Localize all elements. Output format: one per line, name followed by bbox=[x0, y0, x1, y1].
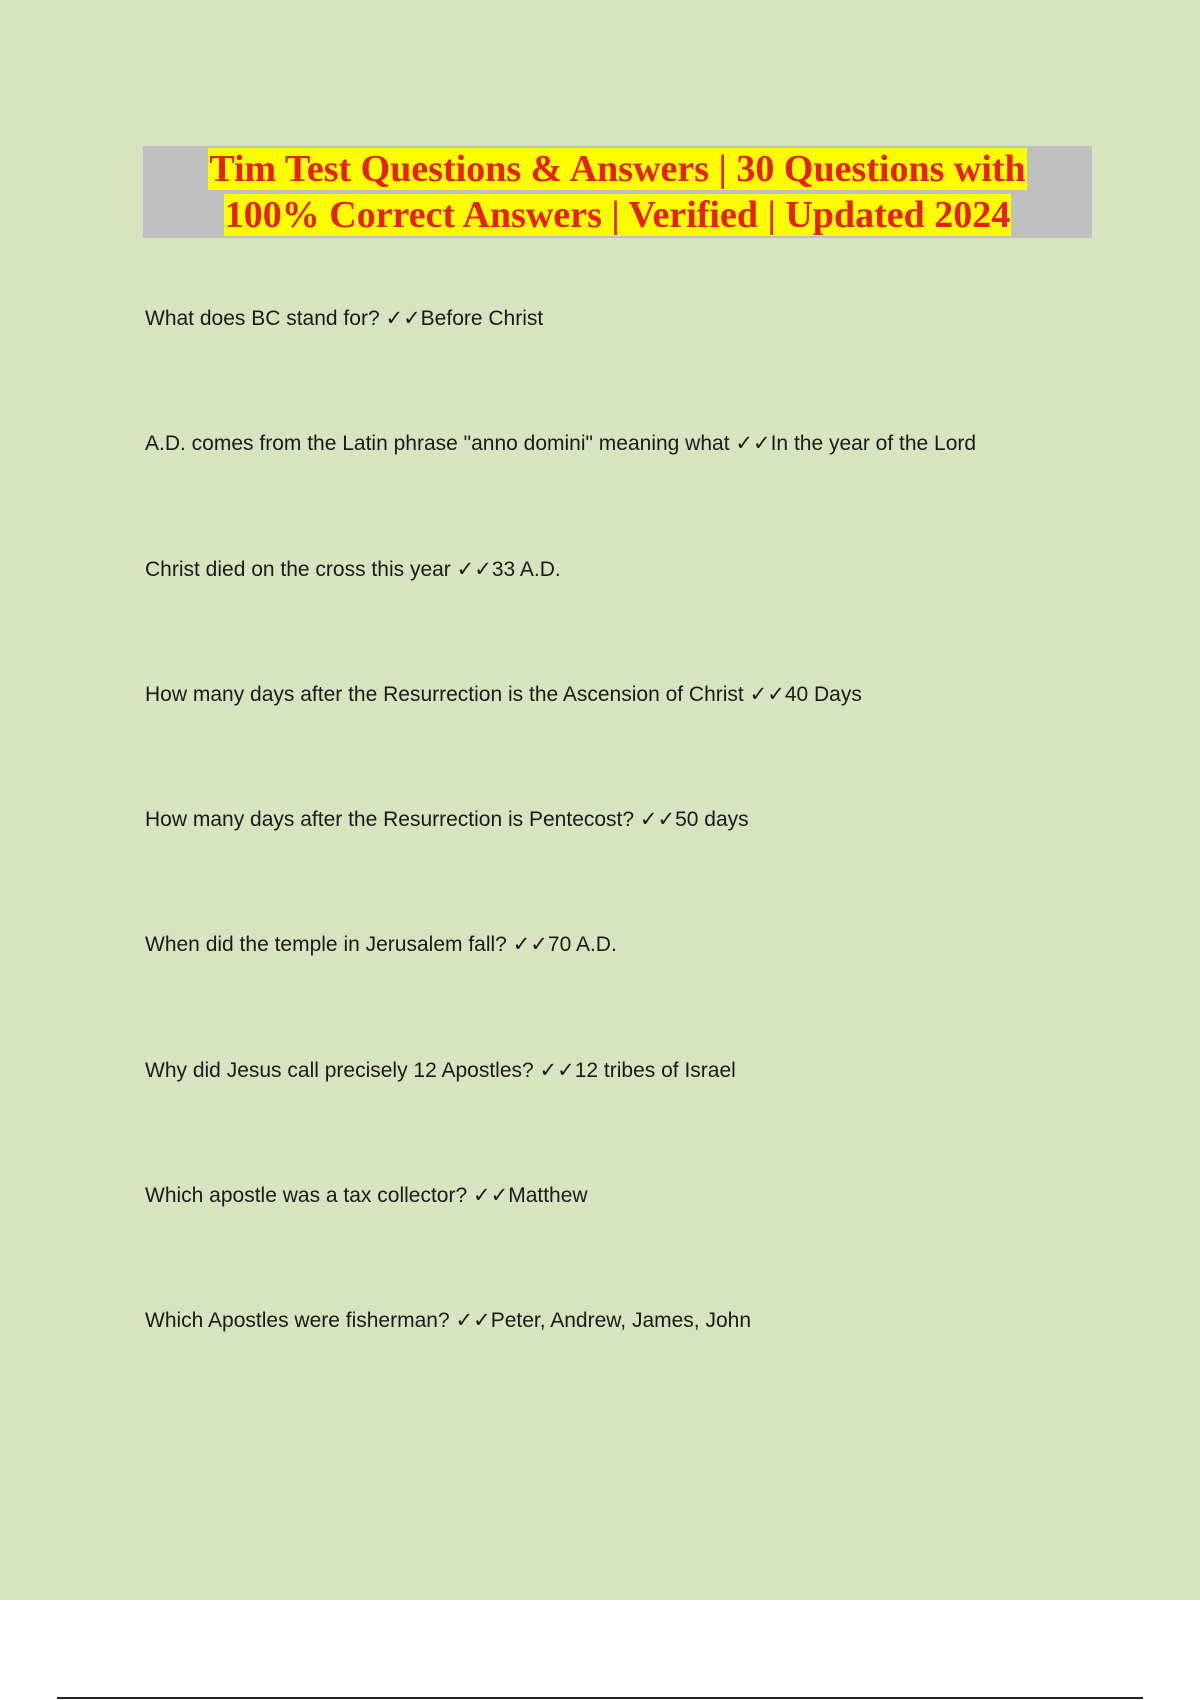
double-check-icon: ✓✓ bbox=[639, 807, 676, 832]
answer-text: Matthew bbox=[508, 1184, 588, 1208]
qa-item bbox=[145, 1180, 1105, 1305]
question-text: How many days after the Resurrection is Pentecost? bbox=[145, 808, 635, 832]
question-text: Which Apostles were fisherman? bbox=[145, 1309, 450, 1333]
question-text: How many days after the Resurrection is the Ascension of Christ bbox=[145, 682, 744, 706]
document-title bbox=[143, 146, 1092, 238]
qa-list bbox=[145, 303, 1105, 1431]
footer-divider bbox=[57, 1697, 1143, 1699]
qa-item bbox=[145, 929, 1105, 1054]
double-check-icon: ✓✓ bbox=[749, 681, 785, 706]
title-line-1: Tim Test Questions & Answers | 30 Questions with bbox=[209, 148, 1026, 190]
double-check-icon: ✓✓ bbox=[539, 1057, 575, 1082]
double-check-icon: ✓✓ bbox=[385, 306, 421, 330]
answer-text: Before Christ bbox=[420, 307, 544, 330]
answer-text: 50 days bbox=[675, 808, 749, 832]
answer-text: 33 A.D. bbox=[491, 557, 561, 581]
answer-text: 12 tribes of Israel bbox=[574, 1058, 736, 1082]
title-line-2: 100% Correct Answers | Verified | Updated 2024 bbox=[224, 194, 1011, 236]
qa-item bbox=[145, 428, 1105, 553]
answer-text: 70 A.D. bbox=[547, 933, 617, 957]
qa-item bbox=[145, 303, 1105, 428]
answer-text: Peter, Andrew, James, John bbox=[490, 1309, 752, 1333]
double-check-icon: ✓✓ bbox=[512, 932, 548, 957]
answer-text: 40 Days bbox=[784, 682, 862, 706]
qa-item bbox=[145, 1055, 1105, 1180]
question-text: What does BC stand for? bbox=[145, 307, 380, 330]
double-check-icon: ✓✓ bbox=[473, 1183, 509, 1208]
qa-item bbox=[145, 1305, 1105, 1430]
double-check-icon: ✓✓ bbox=[455, 1308, 491, 1333]
question-text: A.D. comes from the Latin phrase "anno domini" meaning what bbox=[145, 432, 730, 456]
qa-item bbox=[145, 679, 1105, 804]
question-text: Christ died on the cross this year bbox=[145, 557, 451, 581]
qa-item bbox=[145, 554, 1105, 679]
question-text: When did the temple in Jerusalem fall? bbox=[145, 933, 507, 957]
question-text: Why did Jesus call precisely 12 Apostles? bbox=[145, 1058, 534, 1082]
answer-text: In the year of the Lord bbox=[770, 432, 977, 456]
qa-item bbox=[145, 804, 1105, 929]
question-text: Which apostle was a tax collector? bbox=[145, 1184, 468, 1208]
double-check-icon: ✓✓ bbox=[735, 431, 771, 456]
double-check-icon: ✓✓ bbox=[456, 556, 492, 581]
